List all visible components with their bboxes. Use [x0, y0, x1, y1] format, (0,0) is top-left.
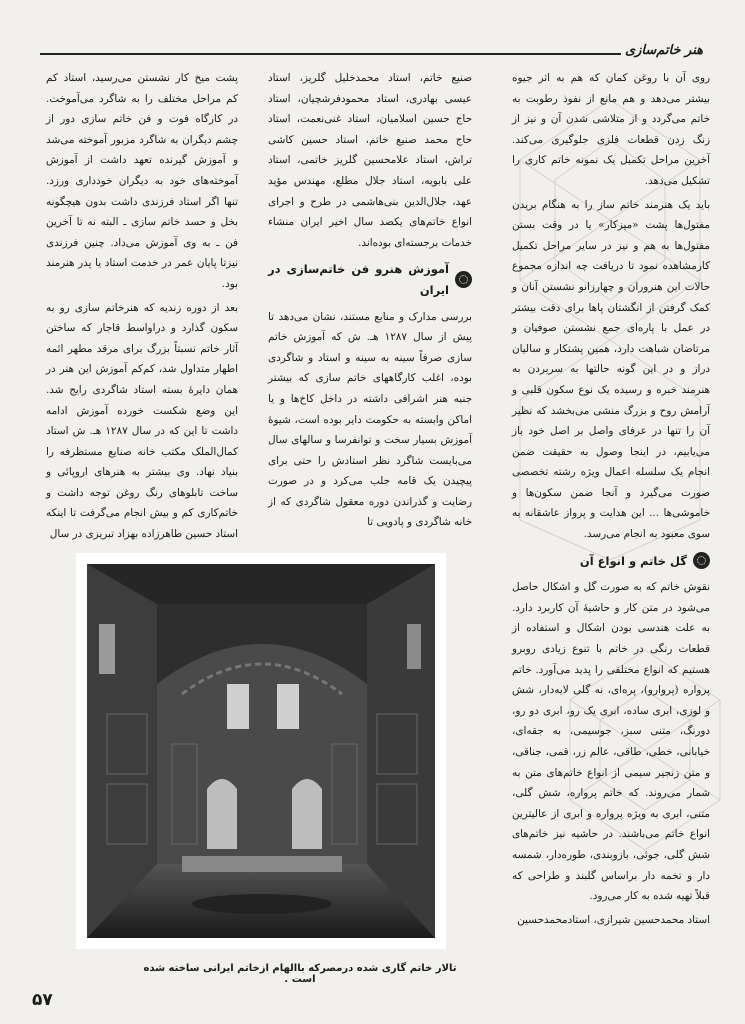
rosette-icon — [693, 552, 710, 569]
header-rule — [40, 53, 660, 55]
section-heading-text: آموزش هنرو فن خاتم‌سازی در ایران — [268, 262, 449, 297]
paragraph: صنیع خاتم، استاد محمدخلیل گلریز، استاد عیسی بهادری، استاد محمودفرشچیان، استاد حاج حسین اسلامیان، استاد غنی‌نعمت، استاد حاج محمد صنیع خاتم، استاد حسین کاشی تراش، استاد علامحسین گلریز خاتمی، استاد علی بابویه، استاد جلال مطلع، مهندس مؤید عهد، جلال‌الدین بنی‌هاشمی در طرح و اجرای انواع خاتم‌های یکصد سال اخیر ایران منشاء خدمات برجسته‌ای بوده‌اند. — [268, 72, 472, 249]
paragraph: روی آن با روغن کمان که هم به اثر جیوه بیشتر می‌دهد و هم مانع از نفوذ رطوبت به خاتم می‌گردد و از متلاشی شدن آن و نیز از زنگ زدن قطعات فلزی جلوگیری می‌کند. آخرین مراحل تکمیل یک نمونه خاتم کاری را تشکیل می‌دهد. — [512, 72, 710, 187]
page-number: ۵۷ — [32, 990, 53, 1010]
hall-photograph — [87, 564, 435, 938]
paragraph: پشت میخ کار نشستن می‌رسید، استاد کم کم مراحل مختلف را به شاگرد می‌آموخت. در کارگاه فوت و فن خاتم سازی دور از چشم دیگران به شاگرد مزبور آموخته می‌شد و آموزش گیرنده تعهد داشت از آموزش آموخته‌های خود به دیگران خودداری ورزد. تنها اگر استاد فرزندی داشت بدون هیچگونه بخل و حسد خاتم سازی ـ البته نه تا آخرین فن ـ به وی آموزش می‌داد. چنین فرزندی نیزتا پایان عمر در خدمت استاد یا پدر هنرمند بود. — [46, 72, 238, 290]
paragraph: باید یک هنرمند خاتم ساز را به هنگام بریدن مفتول‌ها پشت «میزکار» یا در وقت بستن مفتول‌ها به هم و نیز در سایر مراحل تکمیل کارمشاهده نمود تا دریافت چه اندازه مجموع حالات این هنروران و چهارزانو نشستن آنان و کمک گرفتن از انگشتان پاها برای دقت بیشتر در عمل با پاره‌ای جمع نشستن صوفیان و مرتاضان شباهت دارد، همین پشتکار و سالیان دراز و در این گونه حالتها به سربردن به هنرمند خبره و رسیده یک نوع سکون قلبی و آرامش روح و بزرگ منشی می‌بخشد که نظیر آن را تنها در عرفای واصل بر اصل خود باز می‌یابیم، در اینجا وصول به حقیقت ضمن انجام یک سلسله اعمال ویژه رشته تخصصی صورت می‌گیرد و آنجا ضمن سکون‌ها و خاموشی‌ها ... این هدایت و پرواز عاشقانه به سوی معبود به انجام می‌رسد. — [512, 198, 710, 541]
paragraph: بررسی مدارک و منابع مستند، نشان می‌دهد تا پیش از سال ۱۲۸۷ هـ. ش که آموزش خاتم سازی صرفاً سینه به سینه و استاد و شاگردی بوده، اغلب کارگاههای خاتم سازی که بیشتر جنبه هنر اشرافی داشته در داخل کاخ‌ها و یا اماکن وابسته به حکومت دایر بوده است، شیوهٔ آموزش بسیار سخت و توانفرسا و سالهای سال می‌بایست شاگرد نظر استادش را حتی برای پیچیدن یک قامه جلب می‌کرد و در صورت رضایت و گذراندن دوره معقول شاگردی که از خانه شاگردی و پادویی تا — [268, 310, 472, 529]
paragraph: بعد از دوره زندیه که هنرخاتم سازی رو به سکون گذارد و دراواسط قاجار که ساختن آثار خاتم نسبتاً بزرگ برای مرقد مطهر ائمه اطهار متداول شد، کم‌کم آموزش این هنر در همان دایرهٔ بسته استاد شاگردی رایج شد. این وضع شکست خورده آموزش ادامه داشت تا این که در سال ۱۲۸۷ هـ. ش استاد کمال‌الملک مکتب خانه صنایع مستظرفه را بنیاد نهاد. وی بیشتر به هنرهای اروپائی و ساخت تابلوهای رنگ روغن توجه داشت و خاتم‌کاری کم و بیش انجام می‌گرفت تا اینکه استاد حسین طاهرزاده بهزاد تبریزی در سال — [46, 301, 238, 541]
text-column-left — [46, 68, 238, 548]
section-heading — [512, 551, 710, 572]
rosette-icon — [455, 271, 472, 288]
running-header: هنر خاتم‌سازی — [621, 43, 707, 58]
text-column-right — [512, 68, 710, 933]
section-heading — [268, 259, 472, 300]
section-heading-text: گل خاتم و انواع آن — [579, 553, 687, 568]
paragraph: نقوش خاتم که به صورت گل و اشکال حاصل می‌شود در متن کار و حاشیهٔ آن کاربرد دارد. به علت هندسی بودن اشکال و استفاده از قطعات رنگی در خاتم با تنوع زیادی روبرو هستیم که انواع مختلفی را پدید می‌آورد. خاتم پرواره (پروارو)، پره‌ای، نه گلی لایه‌دار، شش و لوزی، ابری ساده، ابری یک رو، ابری دو رو، دورنگ، متنی سبز، جوسیمی، به جقه‌ای، خیابانی، خطی، طاقی، عالم زر، قمی، جناقی، و متن زنجیر سیمی از انواع خاتم‌های متن به شمار می‌روند. که خاتم پرواره، شش گلی، متنی، ابری به ویژه پرواره و ابری از عالیترین انواع خاتم می‌باشند. در حاشیه نیز خاتم‌های شش گلی، جوئی، بازوبندی، طوره‌دار، شمسه دار و تخمه دار براساس گلبند و طراحی که قبلاً تهیه شده به کار می‌رود. — [512, 581, 710, 903]
figure-photo — [76, 553, 446, 949]
figure-caption: تالار خاتم گاری شده درمصرکه باالهام ازخاتم ایرانی ساخته شده است . — [143, 963, 457, 985]
paragraph: استاد محمدحسین شیرازی، استادمحمدحسین — [517, 913, 710, 926]
hall-interior-image — [87, 564, 435, 938]
text-column-middle — [268, 68, 472, 536]
